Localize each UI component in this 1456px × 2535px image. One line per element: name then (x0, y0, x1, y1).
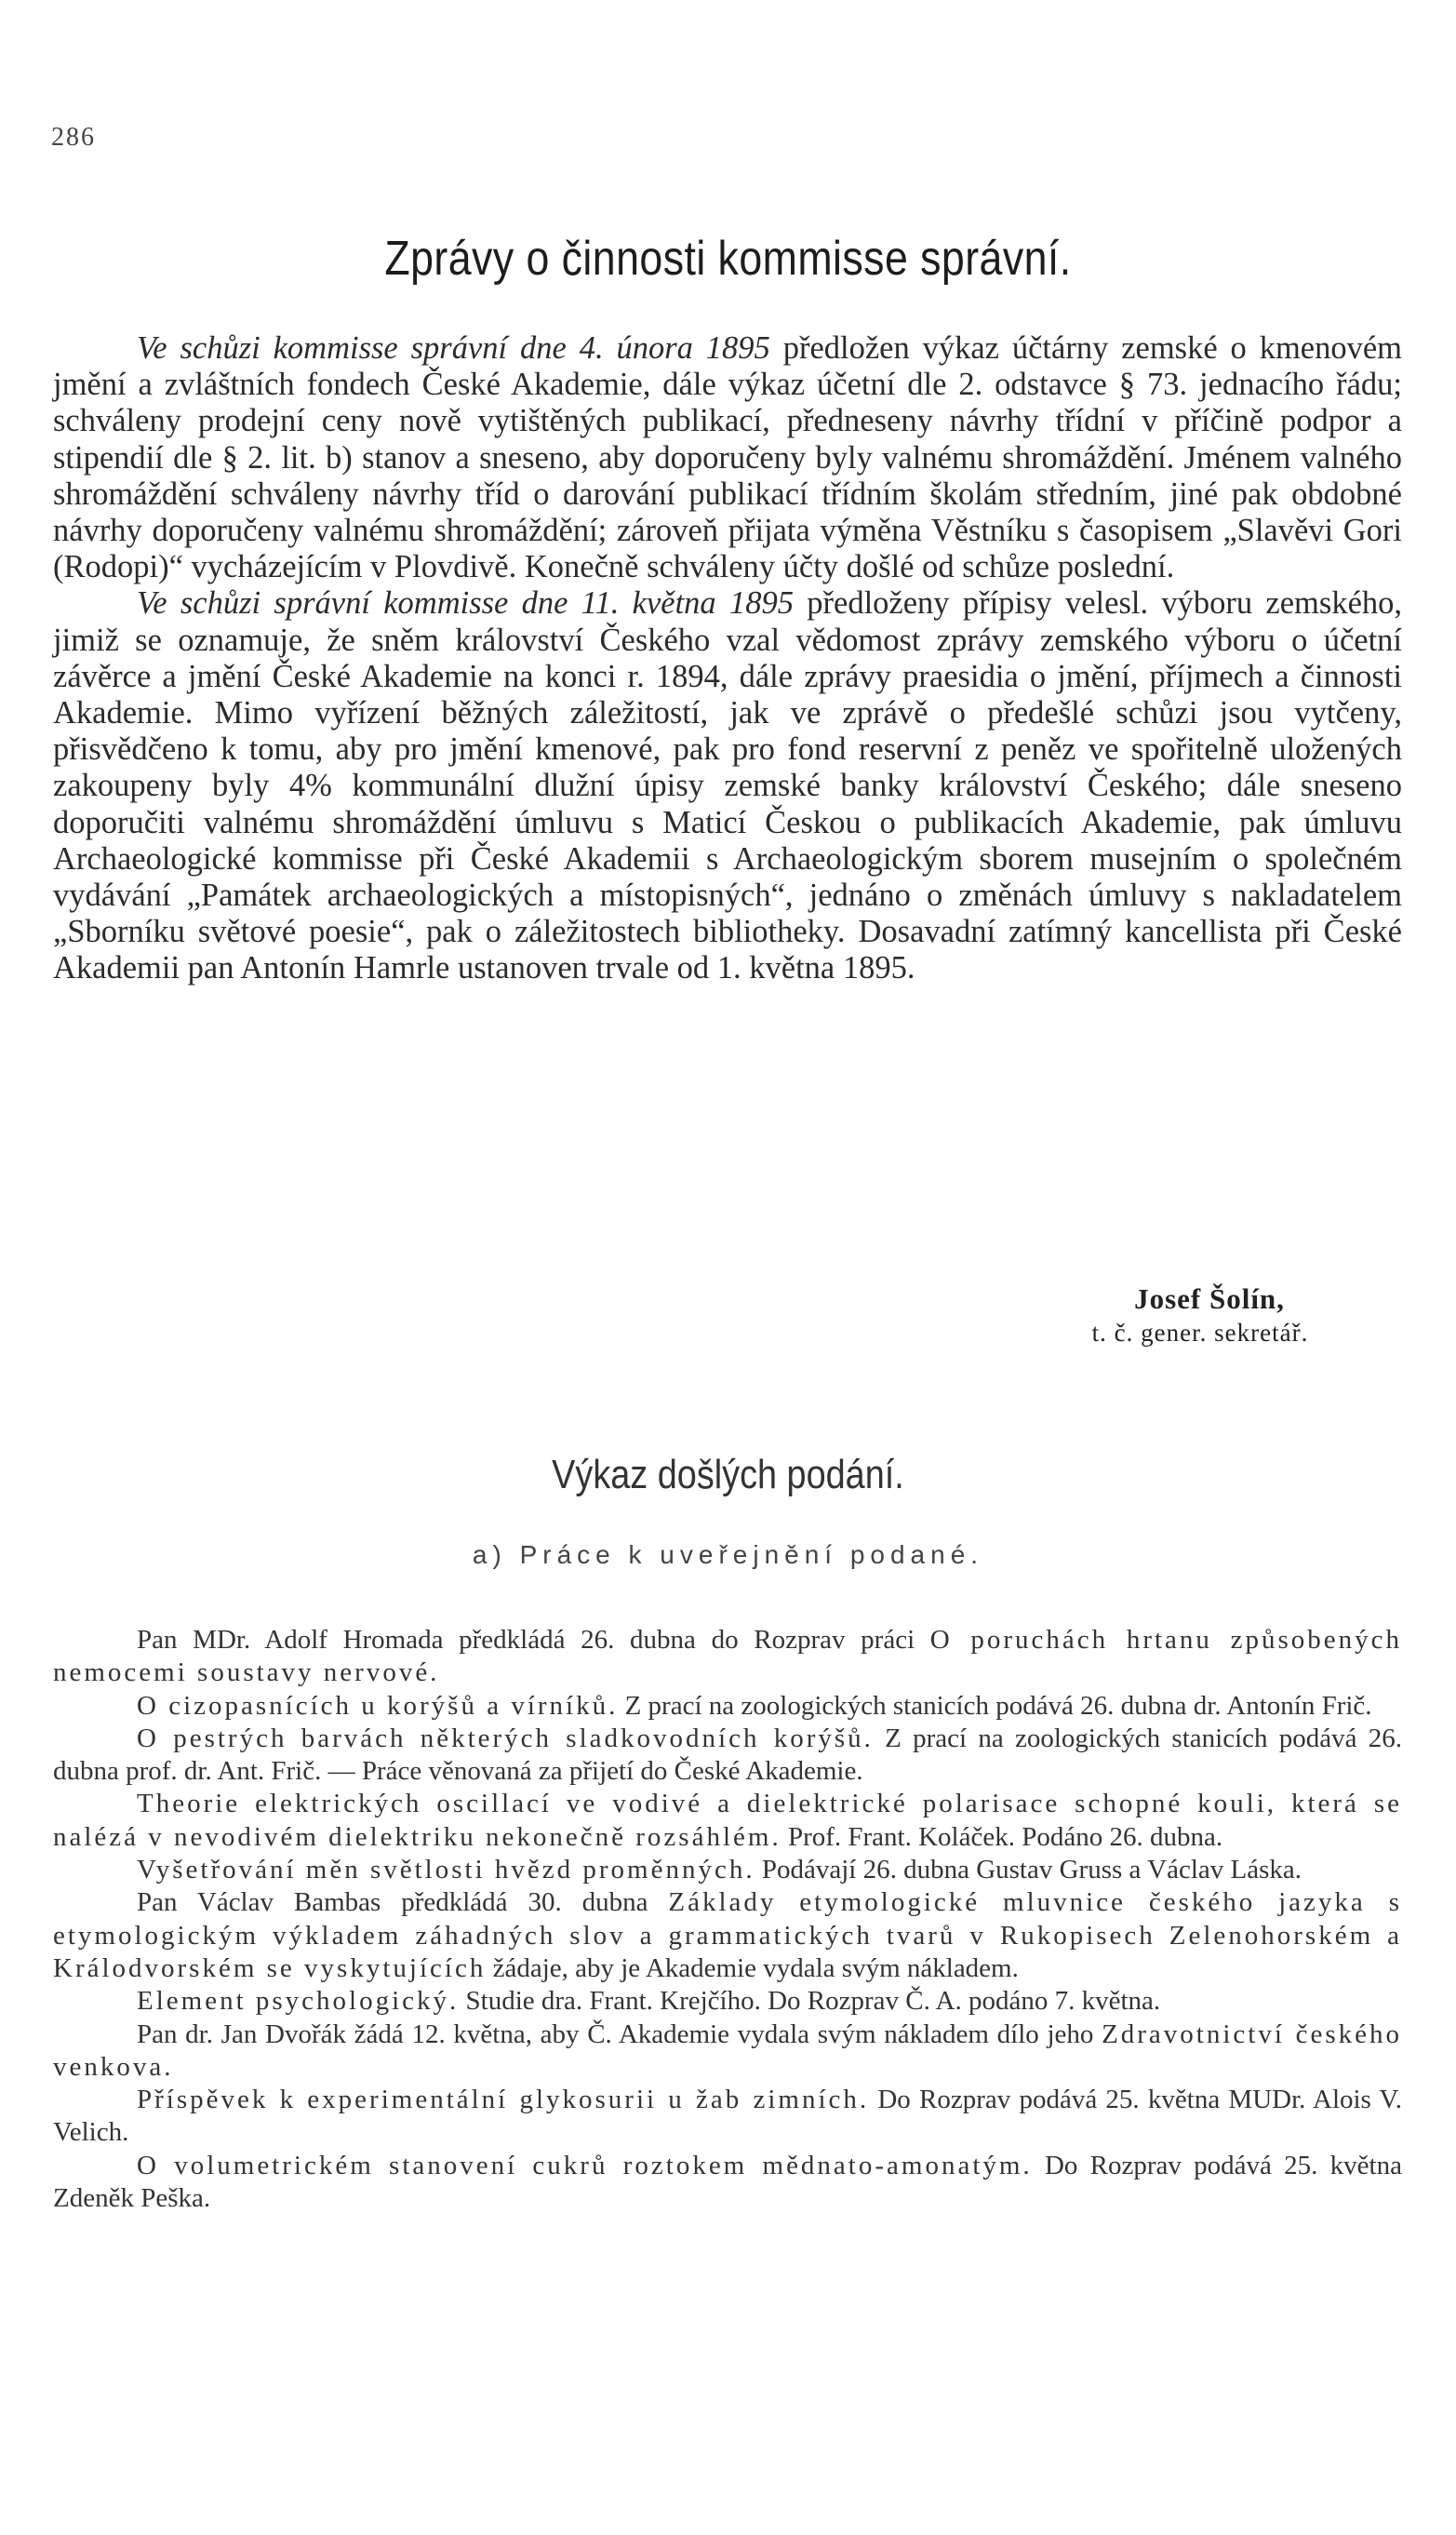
section-title: Výkaz došlých podání. (552, 1452, 904, 1497)
item-text: Do Rozprav podává 25. května MUDr. Alois V. Velich. (53, 2085, 1402, 2148)
list-item (53, 1624, 1402, 1690)
item-title: O poruchách hrtanu způsobených nemocemi soustavy nervové. (53, 1625, 1402, 1688)
report-paragraph-may (53, 585, 1402, 986)
item-text: Do Rozprav podává 25. května Zdeněk Peška. (53, 2150, 1402, 2214)
item-text: Podávají 26. dubna Gustav Gruss a Václav Láska. (755, 1855, 1302, 1885)
list-item (53, 2084, 1402, 2150)
list-item (53, 1854, 1402, 1886)
report-paragraph-february (53, 330, 1402, 585)
item-title: Zdravotnictví českého venkova. (53, 2019, 1402, 2082)
signature-role: t. č. gener. sekretář. (1091, 1319, 1309, 1347)
list-item (53, 1723, 1402, 1789)
list-item (53, 1690, 1402, 1723)
meeting-date: Ve schůzi kommisse správní dne 4. února 1895 (137, 330, 770, 366)
signature (1005, 1282, 1396, 1349)
list-item (53, 1886, 1402, 1985)
item-text: Prof. Frant. Koláček. Podáno 26. dubna. (781, 1821, 1223, 1852)
item-title: Vyšetřování měn světlosti hvězd proměnných. (137, 1855, 755, 1885)
signature-name: Josef Šolín, (1134, 1282, 1285, 1315)
item-text: Z prací na zoologických stanicích podává 26. dubna dr. Antonín Frič. (618, 1690, 1372, 1721)
item-text: Z prací na zoologických stanicích podává 26. dubna prof. dr. Ant. Frič. — Práce věnovaná za přijetí do České Akademie. (53, 1723, 1402, 1787)
item-text: Pan Václav Bambas předkládá 30. dubna (137, 1887, 669, 1918)
meeting-date: Ve schůzi správní kommisse dne 11. května 1895 (137, 585, 794, 622)
report-section (53, 330, 1402, 987)
list-item (53, 2150, 1402, 2216)
item-title: Příspěvek k experimentální glykosurii u žab zimních. (137, 2085, 870, 2115)
item-title: O volumetrickém stanovení cukrů roztokem mědnato-amonatým. (137, 2150, 1033, 2180)
page-number: 286 (51, 123, 96, 152)
list-item (53, 2019, 1402, 2085)
paragraph-text: předložen výkaz účtárny zemské o kmenovém jmění a zvláštních fondech České Akademie, dále výkaz účetní dle 2. odstavce § 73. jednacího řádu; schváleny prodejní ceny nově vytištěných publikací, předneseny návrhy třídní v příčině podpor a stipendií dle § 2. lit. b) stanov a sneseno, aby doporučeny byly valnému shromáždění. Jménem valného shromáždění schváleny návrhy tříd o darování publikací třídním školám středním, jiné pak obdobné návrhy doporučeny valnému shromáždění; zároveň přijata výměna Věstníku s časopisem „Slavěvi Gori (Rodopi)“ vycházejícím v Plovdivě. Konečně schváleny účty došlé od schůze poslední. (53, 330, 1402, 585)
submissions-list (53, 1624, 1402, 2215)
item-title: O cizopasnících u korýšů a vírníků. (137, 1690, 619, 1721)
item-text: Pan dr. Jan Dvořák žádá 12. května, aby Č. Akademie vydala svým nákladem dílo jeho (137, 2019, 1102, 2049)
item-text: Studie dra. Frant. Krejčího. Do Rozprav Č. A. podáno 7. května. (459, 1986, 1161, 2017)
item-title: Theorie elektrických oscillací ve vodivé a dielektrické polarisace schopné kouli, která se nalézá v nevodivém dielektriku nekonečně rozsáhlém. (53, 1789, 1402, 1852)
paragraph-text: předloženy přípisy velesl. výboru zemského, jimiž se oznamuje, že sněm království Českého vzal vědomost zprávy zemského výboru o účetní závěrce a jmění České Akademie na konci r. 1894, dále zprávy praesidia o jmění, příjmech a činnosti Akademie. Mimo vyřízení běžných záležitostí, jak ve zprávě o předešlé schůzi jsou vytčeny, přisvědčeno k tomu, aby pro jmění kmenové, pak pro fond reservní z peněz ve spořitelně uložených zakoupeny byly 4% kommunální dlužní úpisy zemské banky království Českého; dále sneseno doporučiti valnému shromáždění úmluvu s Maticí Českou o publikacích Akademie, pak úmluvu Archaeologické kommisse při České Akademii s Archaeologickým sborem musejním o společném vydávání „Památek archaeologických a místopisných“, jednáno o změnách úmluvy s nakladatelem „Sborníku světové poesie“, pak o záležitostech bibliotheky. Dosavadní zatímný kancellista při České Akademii pan Antonín Hamrle ustanoven trvale od 1. května 1895. (53, 585, 1403, 986)
item-title: Element psychologický. (137, 1986, 460, 2017)
page-title: Zprávy o činnosti kommisse správní. (384, 232, 1072, 286)
item-text: Pan MDr. Adolf Hromada předkládá 26. dubna do Rozprav práci (137, 1625, 930, 1655)
section-subheading: a) Práce k uveřejnění podané. (472, 1540, 984, 1569)
item-text: žádaje, aby je Akademie vydala svým nákladem. (486, 1952, 1019, 1983)
list-item (53, 1985, 1402, 2018)
item-title: O pestrých barvách některých sladkovodních korýšů. (137, 1723, 874, 1753)
item-title: Základy etymologické mluvnice českého jazyka s etymologickým výkladem záhadných slov a grammatických tvarů v Rukopisech Zelenohorském a Králodvorském se vyskytujících (53, 1887, 1402, 1983)
list-item (53, 1788, 1402, 1854)
